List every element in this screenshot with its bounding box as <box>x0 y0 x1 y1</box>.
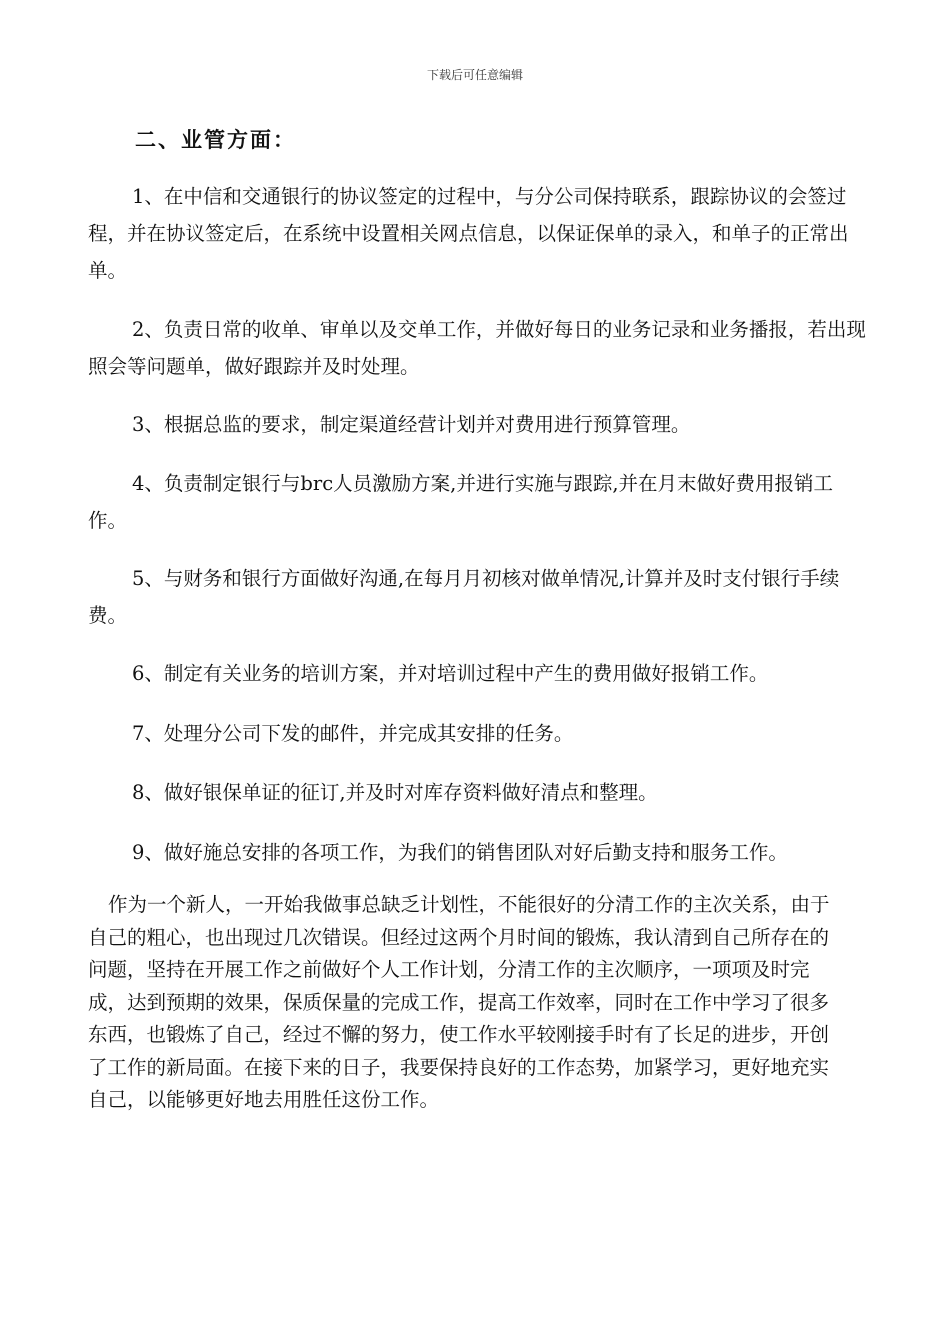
list-item: 4、负责制定银行与brc人员激励方案,并进行实施与跟踪,并在月末做好费用报销工作。 <box>88 472 834 532</box>
list-item: 8、做好银保单证的征订,并及时对库存资料做好清点和整理。 <box>132 781 658 804</box>
section-title: 二、业管方面： <box>135 128 296 152</box>
list-item: 7、处理分公司下发的邮件，并完成其安排的任务。 <box>132 722 574 745</box>
list-item: 1、在中信和交通银行的协议签定的过程中，与分公司保持联系，跟踪协议的会签过程，并在协议签定后，在系统中设置相关网点信息，以保证保单的录入，和单子的正常出单。 <box>88 185 849 282</box>
list-item: 6、制定有关业务的培训方案，并对培训过程中产生的费用做好报销工作。 <box>132 662 769 685</box>
list-item: 5、与财务和银行方面做好沟通,在每月月初核对做单情况,计算并及时支付银行手续费。 <box>88 567 840 627</box>
page-header-note: 下载后可任意编辑 <box>426 68 523 82</box>
list-item: 2、负责日常的收单、审单以及交单工作，并做好每日的业务记录和业务播报，若出现照会等问题单，做好跟踪并及时处理。 <box>88 318 866 378</box>
list-item: 3、根据总监的要求，制定渠道经营计划并对费用进行预算管理。 <box>132 413 691 436</box>
list-item: 9、做好施总安排的各项工作，为我们的销售团队对好后勤支持和服务工作。 <box>132 841 788 864</box>
summary-paragraph: 作为一个新人，一开始我做事总缺乏计划性，不能很好的分清工作的主次关系，由于自己的粗心，也出现过几次错误。但经过这两个月时间的锻炼，我认清到自己所存在的问题，坚持在开展工作之前做好个人工作计划，分清工作的主次顺序，一项项及时完成，达到预期的效果，保质保量的完成工作，提高工作效率，同时在工作中学习了很多东西，也锻炼了自己，经过不懈的努力，使工作水平较刚接手时有了长足的进步，开创了工作的新局面。在接下来的日子，我要保持良好的工作态势，加紧学习，更好地充实自己，以能够更好地去用胜任这份工作。 <box>88 893 830 1111</box>
